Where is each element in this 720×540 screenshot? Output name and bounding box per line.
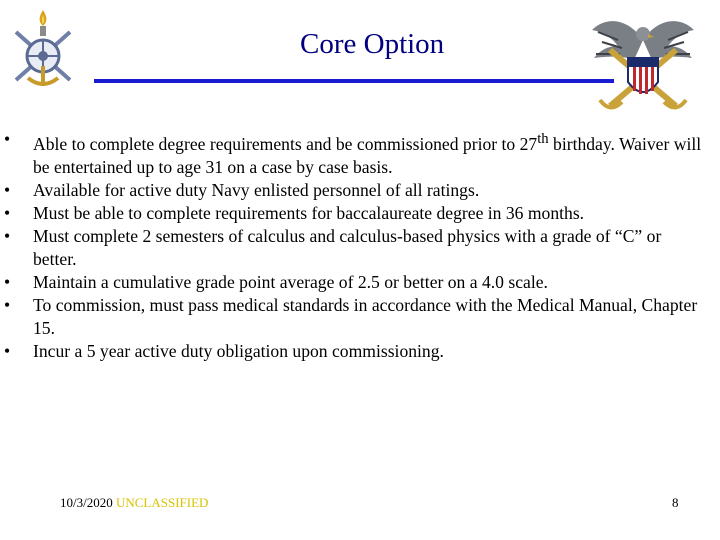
footer-date-classification: [60, 495, 208, 511]
list-item-text: Must complete 2 semesters of calculus and calculus-based physics with a grade of “C” or better.: [33, 225, 662, 269]
bullet-glyph: •: [4, 340, 11, 361]
list-item: [4, 179, 704, 202]
list-item-text: Maintain a cumulative grade point average of 2.5 or better on a 4.0 scale.: [33, 271, 548, 292]
list-item: [4, 340, 704, 363]
list-item-text: Available for active duty Navy enlisted personnel of all ratings.: [33, 179, 480, 200]
list-item-text: To commission, must pass medical standards in accordance with the Medical Manual, Chapter 15.: [33, 294, 698, 338]
list-item: [4, 294, 704, 340]
list-item-text: Incur a 5 year active duty obligation upon commissioning.: [33, 340, 444, 361]
list-item: [4, 271, 704, 294]
classification-label: UNCLASSIFIED: [115, 495, 209, 510]
list-item: [4, 202, 704, 225]
title-underline: [94, 79, 614, 83]
list-item-text-tail: birthday. Waiver will be entertained up to age 31 on a case by case basis.: [33, 133, 702, 177]
list-item-text: Must be able to complete requirements for baccalaureate degree in 36 months.: [33, 202, 585, 223]
list-item: [4, 128, 704, 179]
bullet-glyph: •: [4, 294, 11, 315]
list-item-text-main: Able to complete degree requirements and be commissioned prior to 27: [33, 133, 538, 154]
requirements-list: [4, 128, 704, 363]
footer-date: 10/3/2020: [60, 495, 113, 510]
list-item-text: [33, 128, 704, 179]
slide-title: Core Option: [300, 28, 445, 60]
bullet-glyph: •: [4, 129, 11, 149]
list-item: [4, 225, 704, 271]
bullet-glyph: •: [4, 179, 11, 200]
bullet-glyph: •: [4, 225, 11, 246]
list-item-superscript: th: [537, 131, 549, 147]
navy-officer-eagle-crest-icon: [588, 10, 698, 114]
bullet-glyph: •: [4, 271, 11, 292]
page-number: 8: [672, 495, 679, 510]
bullet-glyph: •: [4, 202, 11, 223]
crossed-anchor-torch-emblem-icon: [8, 8, 78, 90]
